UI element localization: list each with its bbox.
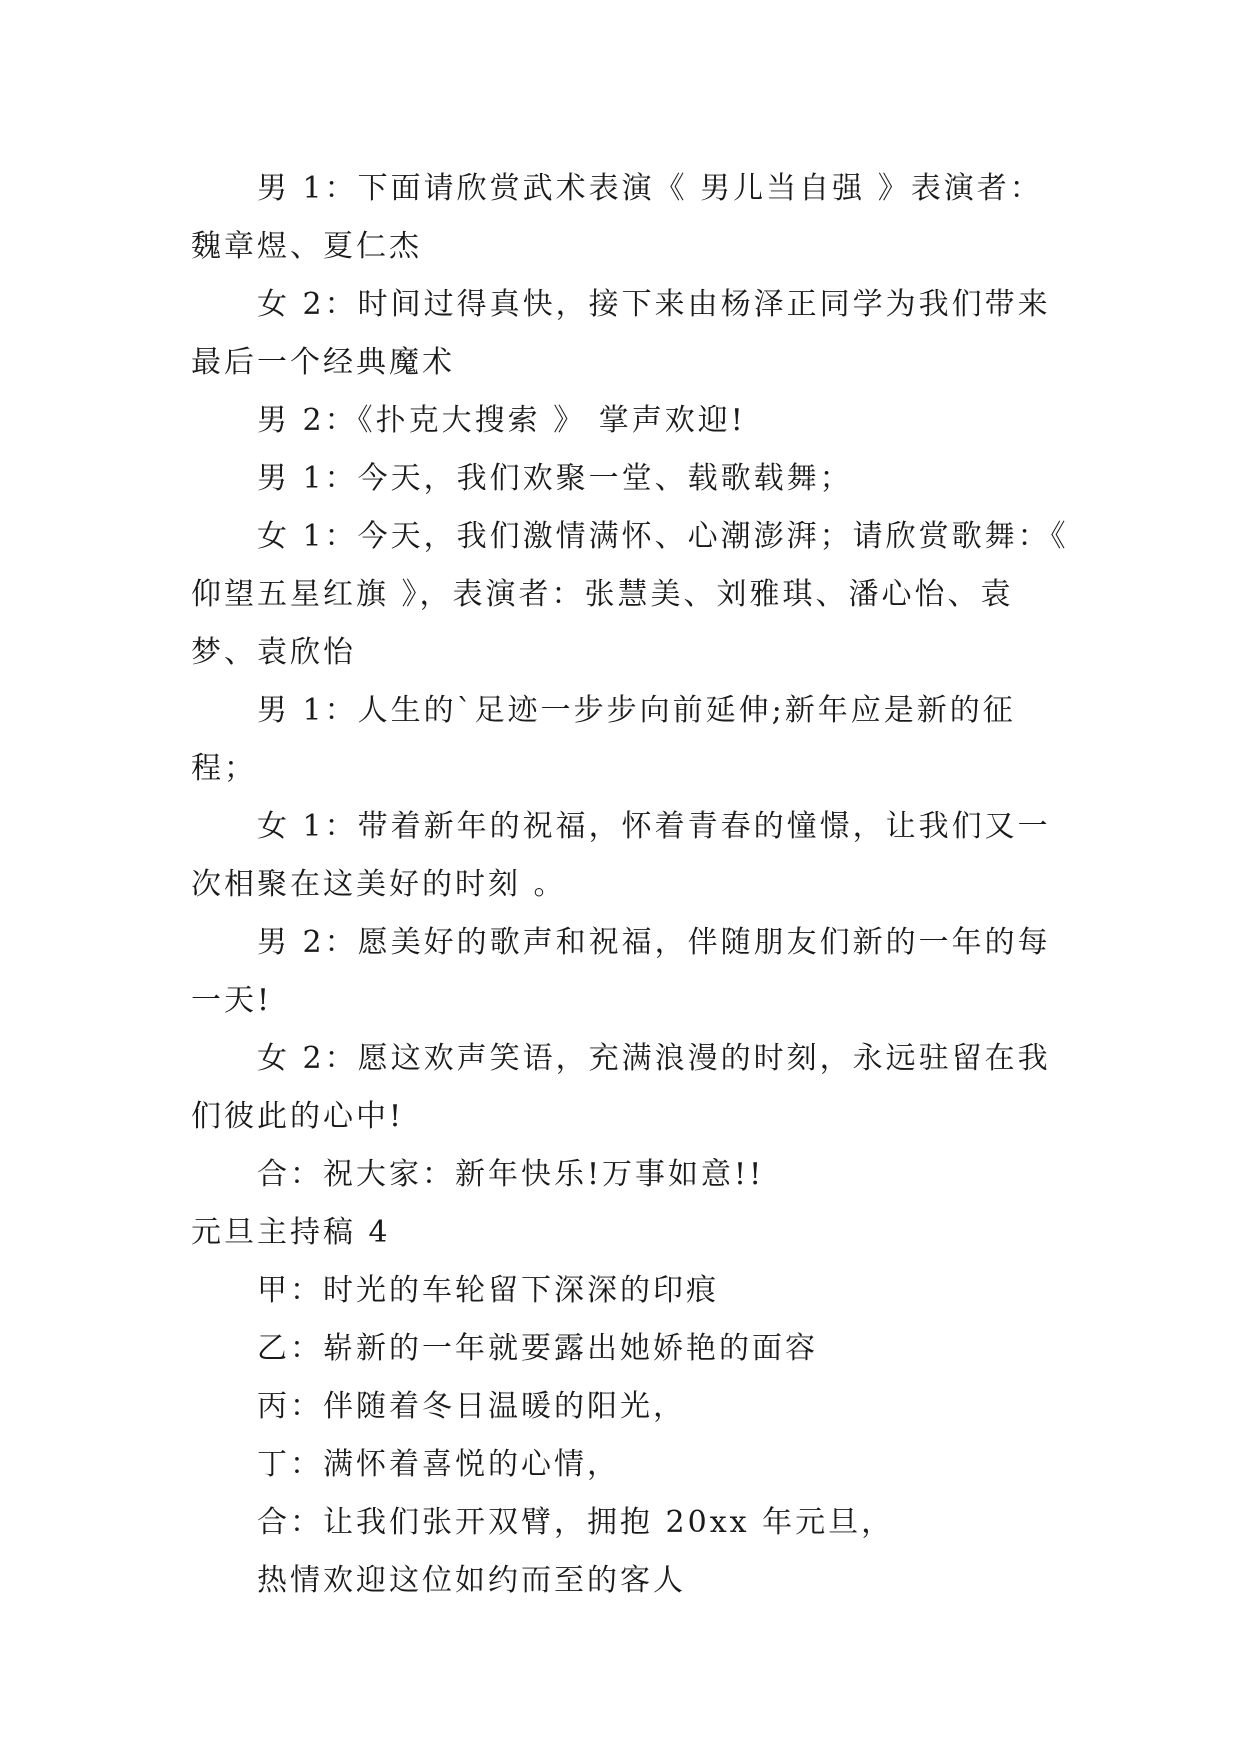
- paragraph: 男 2：《扑克大搜索 》 掌声欢迎!: [257, 403, 746, 438]
- paragraph: 男 1：人生的`足迹一步步向前延伸;新年应是新的征程；: [191, 693, 1016, 786]
- paragraph: 热情欢迎这位如约而至的客人: [257, 1563, 686, 1598]
- paragraph: 女 2：时间过得真快，接下来由杨泽正同学为我们带来最后一个经典魔术: [191, 287, 1051, 380]
- paragraph: 合：让我们张开双臂，拥抱 20xx 年元旦，: [257, 1505, 895, 1540]
- paragraph: 丁：满怀着喜悦的心情，: [257, 1447, 620, 1482]
- paragraph: 女 1：带着新年的祝福，怀着青春的憧憬，让我们又一次相聚在这美好的时刻 。: [191, 809, 1051, 902]
- paragraph: 合：祝大家：新年快乐!万事如意!!: [257, 1157, 765, 1192]
- paragraph: 女 2：愿这欢声笑语，充满浪漫的时刻，永远驻留在我们彼此的心中!: [191, 1041, 1051, 1134]
- paragraph: 乙：崭新的一年就要露出她娇艳的面容: [257, 1331, 818, 1366]
- paragraph: 女 1：今天，我们激情满怀、心潮澎湃；请欣赏歌舞：《 仰望五星红旗 》，表演者：张慧美、刘雅琪、潘心怡、袁梦、袁欣怡: [191, 519, 1069, 670]
- paragraph: 男 1：今天，我们欢聚一堂、载歌载舞；: [257, 461, 853, 496]
- paragraph: 男 2：愿美好的歌声和祝福，伴随朋友们新的一年的每一天!: [191, 925, 1051, 1018]
- section-heading: 元旦主持稿 4: [191, 1215, 391, 1250]
- paragraph: 男 1：下面请欣赏武术表演《 男儿当自强 》表演者：魏章煜、夏仁杰: [191, 171, 1043, 264]
- paragraph: 丙：伴随着冬日温暖的阳光，: [257, 1389, 686, 1424]
- paragraph: 甲：时光的车轮留下深深的印痕: [257, 1273, 719, 1308]
- document-body: [191, 160, 1071, 1610]
